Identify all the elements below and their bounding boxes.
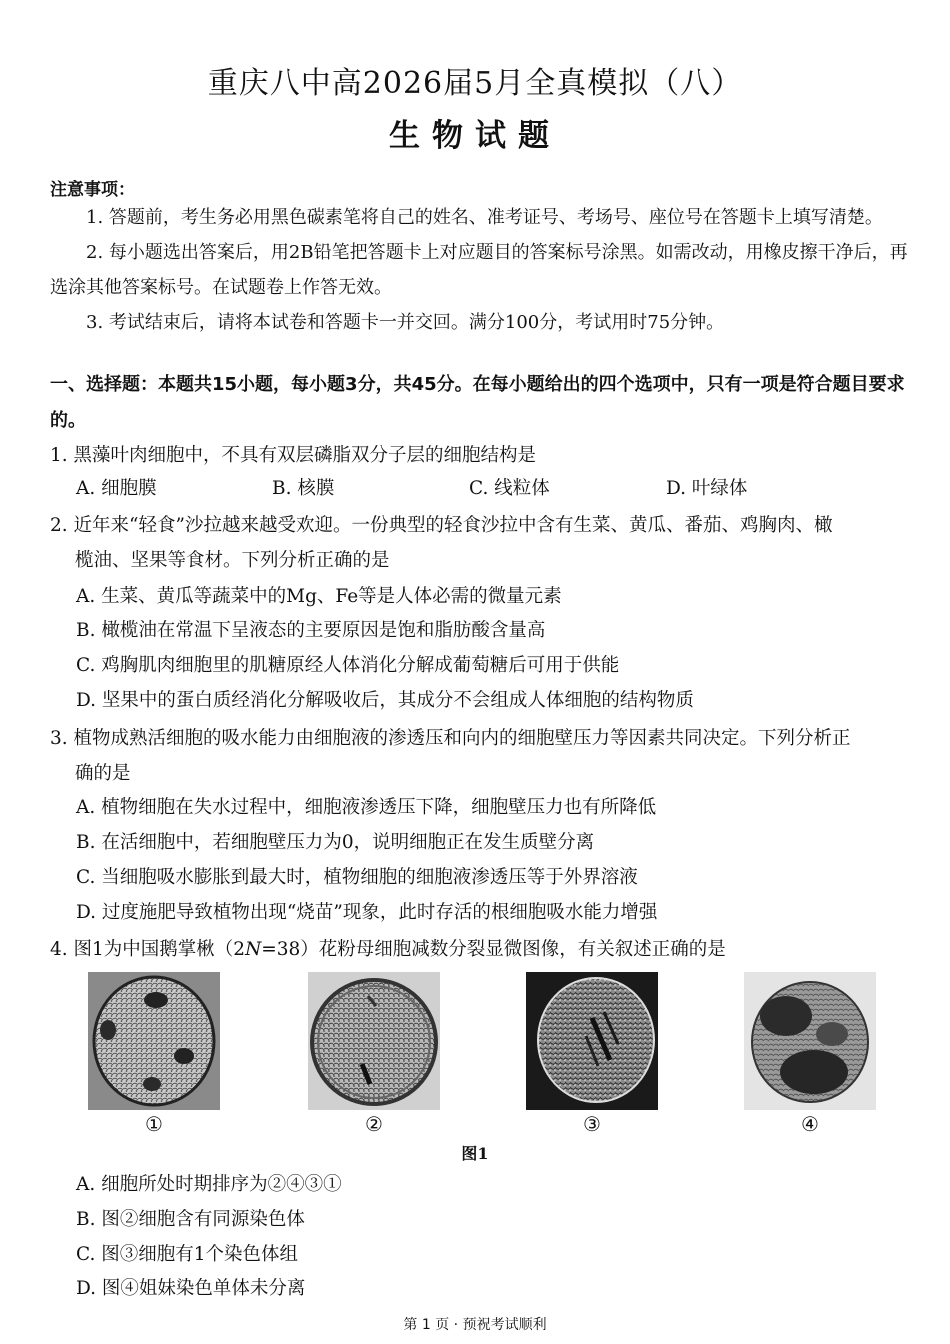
figure-label-2: ②: [365, 1112, 383, 1136]
exam-subtitle: 生物试题: [389, 118, 561, 154]
micrograph-1: [88, 972, 220, 1110]
question-3-option-c: C. 当细胞吸水膨胀到最大时，植物细胞的细胞液渗透压等于外界溶液: [76, 867, 638, 888]
question-3-option-b: B. 在活细胞中，若细胞壁压力为0，说明细胞正在发生质壁分离: [76, 832, 595, 853]
question-4-option-d: D. 图④姐妹染色单体未分离: [76, 1278, 306, 1299]
question-1-option-d: D. 叶绿体: [666, 478, 748, 499]
micrograph-3: [526, 972, 658, 1110]
question-1-stem: 1. 黑藻叶肉细胞中，不具有双层磷脂双分子层的细胞结构是: [50, 445, 537, 466]
figure-caption: 图1: [461, 1144, 489, 1163]
question-4-option-c: C. 图③细胞有1个染色体组: [76, 1244, 299, 1265]
figure-label-1: ①: [145, 1112, 163, 1136]
micrograph-2: [308, 972, 440, 1110]
notice-heading: 注意事项：: [50, 180, 135, 200]
question-4-stem-pre: 4. 图1为中国鹅掌楸（2: [50, 939, 246, 960]
question-1-option-a: A. 细胞膜: [76, 478, 157, 499]
question-4-option-b: B. 图②细胞含有同源染色体: [76, 1209, 305, 1230]
question-4-stem-post: =38）花粉母细胞减数分裂显微图像，有关叙述正确的是: [261, 939, 726, 960]
micrograph-4: [744, 972, 876, 1110]
notice-item-2: 2. 每小题选出答案后，用2B铅笔把答题卡上对应题目的答案标号涂黑。如需改动，用橡皮擦干净后，再选涂其他答案标号。在试题卷上作答无效。: [50, 242, 908, 298]
question-3-stem-line2: 确的是: [75, 763, 131, 784]
figure-label-4: ④: [801, 1112, 819, 1136]
question-3-option-a: A. 植物细胞在失水过程中，细胞液渗透压下降，细胞壁压力也有所降低: [76, 797, 657, 818]
section-heading: 一、选择题：本题共15小题，每小题3分，共45分。在每小题给出的四个选项中，只有一项是符合题目要求的。: [50, 374, 905, 431]
question-2-stem-line2: 榄油、坚果等食材。下列分析正确的是: [75, 550, 390, 571]
question-3-stem-line1: 3. 植物成熟活细胞的吸水能力由细胞液的渗透压和向内的细胞壁压力等因素共同决定。下列分析正: [50, 728, 851, 749]
question-2-option-d: D. 坚果中的蛋白质经消化分解吸收后，其成分不会组成人体细胞的结构物质: [76, 690, 694, 711]
notice-item-3: 3. 考试结束后，请将本试卷和答题卡一并交回。满分100分，考试用时75分钟。: [86, 312, 725, 333]
question-1-option-c: C. 线粒体: [469, 478, 550, 499]
question-2-option-a: A. 生菜、黄瓜等蔬菜中的Mg、Fe等是人体必需的微量元素: [76, 586, 562, 607]
question-1-option-b: B. 核膜: [272, 478, 335, 499]
question-4-stem: [50, 932, 912, 967]
question-2-stem-line1: 2. 近年来“轻食”沙拉越来越受欢迎。一份典型的轻食沙拉中含有生菜、黄瓜、番茄、鸡胸肉、橄: [50, 515, 833, 536]
question-2-option-c: C. 鸡胸肌肉细胞里的肌糖原经人体消化分解成葡萄糖后可用于供能: [76, 655, 620, 676]
question-4-option-a: A. 细胞所处时期排序为②④③①: [76, 1174, 342, 1195]
figure-label-3: ③: [583, 1112, 601, 1136]
question-4-stem-variable: N: [245, 939, 262, 960]
question-3-option-d: D. 过度施肥导致植物出现“烧苗”现象，此时存活的根细胞吸水能力增强: [76, 902, 658, 923]
notice-item-1: 1. 答题前，考生务必用黑色碳素笔将自己的姓名、准考证号、考场号、座位号在答题卡上填写清楚。: [86, 207, 883, 228]
question-2-option-b: B. 橄榄油在常温下呈液态的主要原因是饱和脂肪酸含量高: [76, 620, 546, 641]
page-footer: 第 1 页 · 预祝考试顺利: [403, 1317, 547, 1333]
exam-title: 重庆八中高2026届5月全真模拟（八）: [207, 66, 743, 101]
